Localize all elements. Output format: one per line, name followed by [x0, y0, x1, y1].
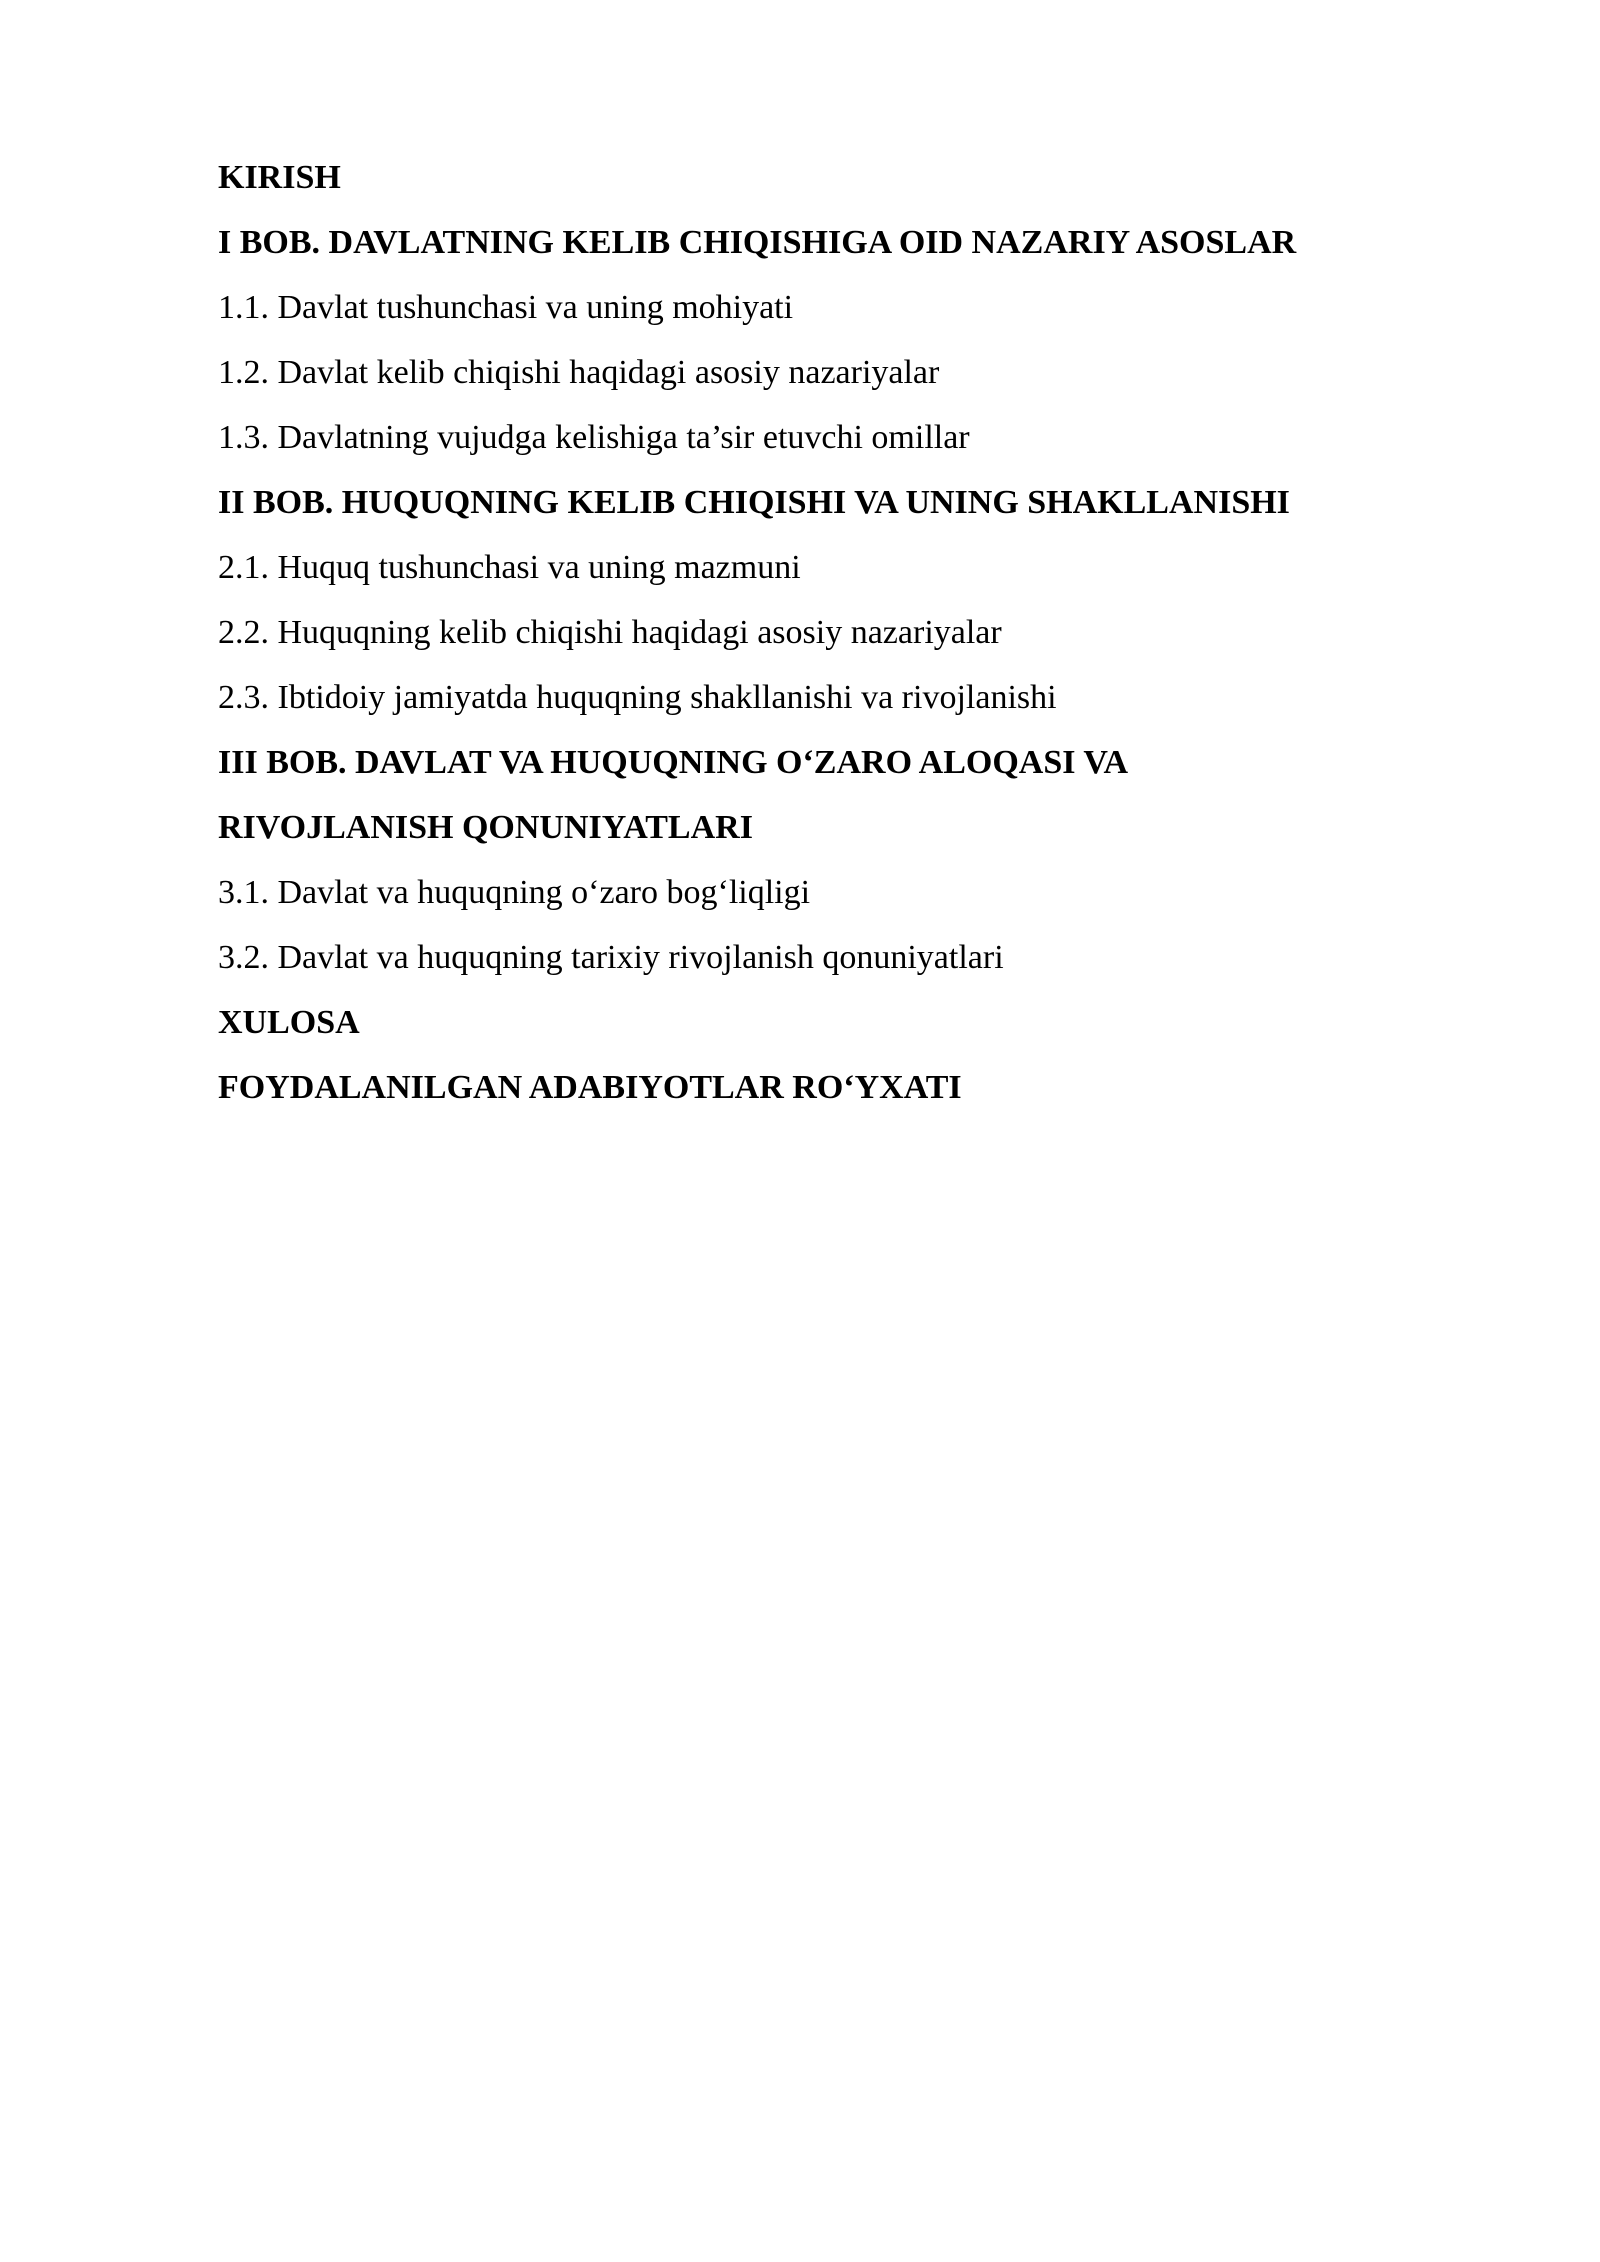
toc-section-1-3: 1.3. Davlatning vujudga kelishiga ta’sir etuvchi omillar	[218, 419, 970, 456]
toc-heading-xulosa: XULOSA	[218, 1004, 360, 1041]
toc-section-2-2: 2.2. Huquqning kelib chiqishi haqidagi asosiy nazariyalar	[218, 614, 1002, 651]
toc-section-3-1: 3.1. Davlat va huquqning o‘zaro bog‘liqligi	[218, 874, 811, 911]
toc-chapter-3-line-1: III BOB. DAVLAT VA HUQUQNING O‘ZARO ALOQASI VA	[218, 744, 1129, 781]
toc-section-1-2: 1.2. Davlat kelib chiqishi haqidagi asosiy nazariyalar	[218, 354, 940, 391]
toc-section-2-3: 2.3. Ibtidoiy jamiyatda huquqning shakllanishi va rivojlanishi	[218, 679, 1057, 716]
toc-section-2-1: 2.1. Huquq tushunchasi va uning mazmuni	[218, 549, 801, 586]
toc-chapter-1: I BOB. DAVLATNING KELIB CHIQISHIGA OID NAZARIY ASOSLAR	[218, 224, 1297, 261]
toc-heading-kirish: KIRISH	[218, 159, 341, 196]
toc-section-3-2: 3.2. Davlat va huquqning tarixiy rivojlanish qonuniyatlari	[218, 939, 1004, 976]
toc-chapter-3-line-2: RIVOJLANISH QONUNIYATLARI	[218, 809, 753, 846]
table-of-contents	[218, 145, 1518, 1120]
toc-section-1-1: 1.1. Davlat tushunchasi va uning mohiyati	[218, 289, 794, 326]
toc-heading-references: FOYDALANILGAN ADABIYOTLAR RO‘YXATI	[218, 1069, 962, 1106]
toc-chapter-2: II BOB. HUQUQNING KELIB CHIQISHI VA UNING SHAKLLANISHI	[218, 484, 1290, 521]
